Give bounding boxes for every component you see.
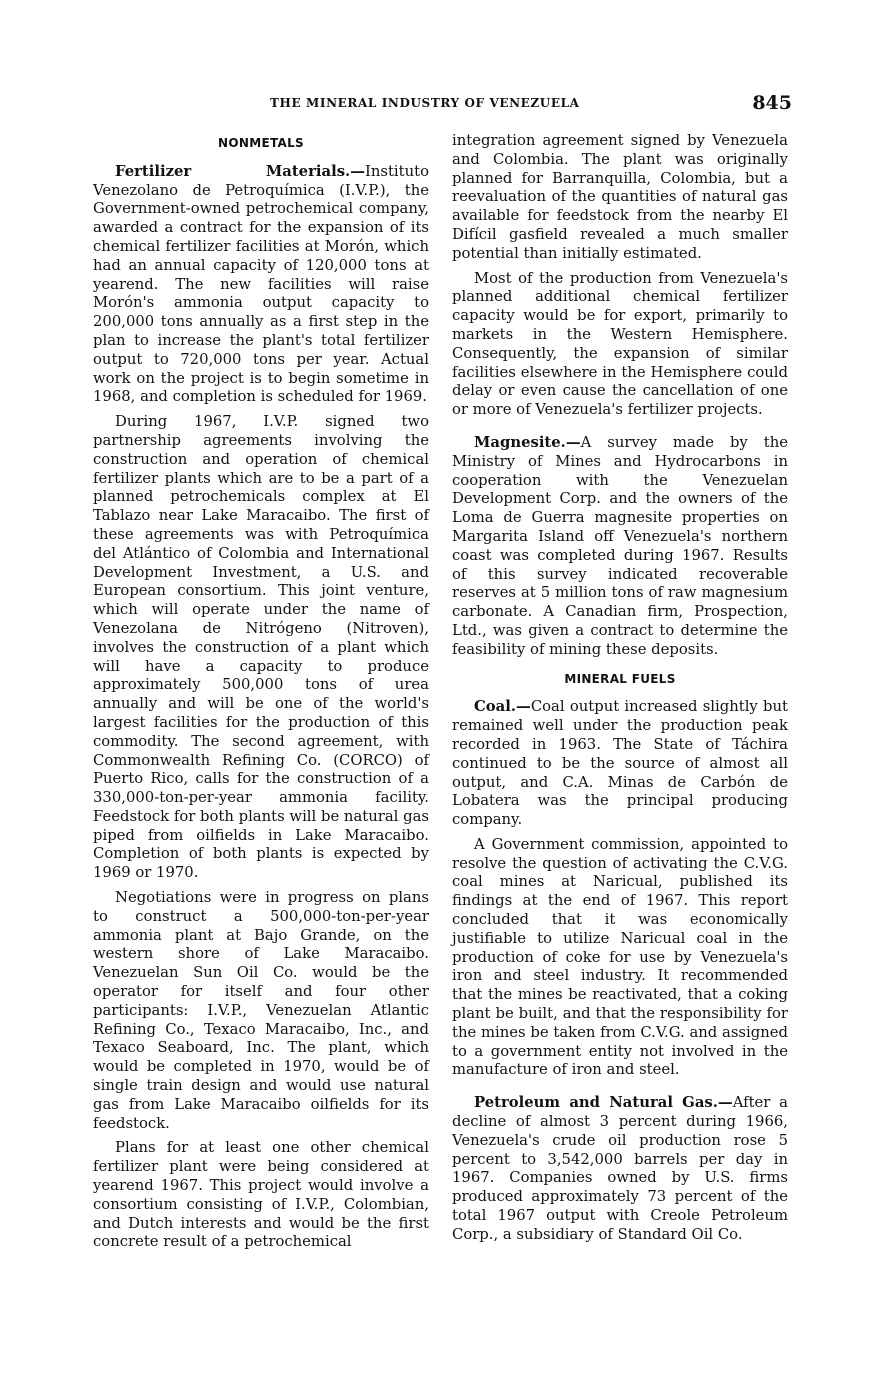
paragraph-other-plans: Plans for at least one other chemical fertilizer plant were being considered at yearend 1967. This project would involve a consortium consisting of I.V.P., Colombian, and Dutch interests and would be the first concrete result of a petrochemical	[93, 1139, 429, 1251]
paragraph-coal-commission: A Government commission, appointed to resolve the question of activating the C.V.G. coal mines at Naricual, published its findings at the end of 1967. This report concluded that it was economically justifiable to utilize Naricual coal in the production of coke for use by Venezuela's iron and steel industry. It recommended that the mines be reactivated, that a coking plant be built, and that the responsibility for the mines be taken from C.V.G. and assigned to a government entity not involved in the manufacture of iron and steel.	[452, 835, 788, 1079]
run-in-heading-coal: Coal.—	[474, 698, 531, 716]
section-heading-mineral-fuels: MINERAL FUELS	[564, 671, 676, 686]
paragraph-text: A survey made by the Ministry of Mines and Hydrocarbons in cooperation with the Venezuelan Development Corp. and the owners of the Loma de Guerra magnesite properties on Margarita Island off Venezuela's northern coast was completed during 1967. Results of this survey indicated recoverable reserves at 5 million tons of raw magnesium carbonate. A Canadian firm, Prospection, Ltd., was given a contract to determine the feasibility of mining these deposits.	[452, 433, 788, 658]
paragraph-magnesite	[452, 434, 788, 660]
paragraph-continuation: integration agreement signed by Venezuela and Colombia. The plant was originally planned for Barranquilla, Colombia, but a reevaluation of the quantities of natural gas available for feedstock from the nearby El Difícil gasfield revealed a much smaller potential than initially estimated.	[452, 132, 788, 262]
section-heading-nonmetals: NONMETALS	[218, 136, 304, 150]
left-column	[93, 132, 429, 1258]
running-head: THE MINERAL INDUSTRY OF VENEZUELA	[270, 96, 580, 110]
run-in-heading-petroleum: Petroleum and Natural Gas.—	[474, 1094, 733, 1112]
paragraph-text: Instituto Venezolano de Petroquímica (I.V.P.), the Government-owned petrochemical company, awarded a contract for the expansion of its chemical fertilizer facilities at Morón, which had an annual capacity of 120,000 tons at yearend. The new facilities will raise Morón's ammonia output capacity to 200,000 tons annually as a first step in the plan to increase the plant's total fertilizer output to 720,000 tons per year. Actual work on the project is to begin sometime in 1968, and completion is scheduled for 1969.	[93, 162, 429, 406]
run-in-heading-magnesite: Magnesite.—	[474, 433, 581, 451]
paragraph-text: Coal output increased slightly but remained well under the production peak recorded in 1963. The State of Táchira continued to be the source of almost all output, and C.A. Minas de Carbón de Lobatera was the principal producing company.	[452, 698, 788, 829]
page-header	[270, 92, 792, 118]
paragraph-coal	[452, 698, 788, 830]
paragraph-export: Most of the production from Venezuela's planned additional chemical fertilizer capacity would be for export, primarily to markets in the Western Hemisphere. Consequently, the expansion of similar facilities elsewhere in the Hemisphere could delay or even cause the cancellation of one or more of Venezuela's fertilizer projects.	[452, 269, 788, 419]
right-column	[452, 132, 788, 1251]
run-in-heading-fertilizer: Fertilizer Materials.—	[115, 162, 366, 180]
paragraph-petroleum	[452, 1094, 788, 1244]
paragraph-text: After a decline of almost 3 percent during 1966, Venezuela's crude oil production rose 5 percent to 3,542,000 barrels per day in 1967. Companies owned by U.S. firms produced approximately 73 percent of the total 1967 output with Creole Petroleum Corp., a subsidiary of Standard Oil Co.	[452, 1094, 788, 1243]
page-number: 845	[752, 92, 792, 114]
paragraph-el-tablazo: During 1967, I.V.P. signed two partnership agreements involving the construction and operation of chemical fertilizer plants which are to be a part of a planned petrochemicals complex at El Tablazo near Lake Maracaibo. The first of these agreements was with Petroquímica del Atlántico of Colombia and International Development Investment, a U.S. and European consortium. This joint venture, which will operate under the name of Venezolana de Nitrógeno (Nitroven), involves the construction of a plant which will have a capacity to produce approximately 500,000 tons of urea annually and will be one of the world's largest facilities for the production of this commodity. The second agreement, with Commonwealth Refining Co. (CORCO) of Puerto Rico, calls for the construction of a 330,000-ton-per-year ammonia facility. Feedstock for both plants will be natural gas piped from oilfields in Lake Maracaibo. Completion of both plants is expected by 1969 or 1970.	[93, 413, 429, 882]
paragraph-fertilizer-intro	[93, 163, 429, 407]
paragraph-bajo-grande: Negotiations were in progress on plans to construct a 500,000-ton-per-year ammonia plant at Bajo Grande, on the western shore of Lake Maracaibo. Venezuelan Sun Oil Co. would be the operator for itself and four other participants: I.V.P., Venezuelan Atlantic Refining Co., Texaco Maracaibo, Inc., and Texaco Seaboard, Inc. The plant, which would be completed in 1970, would be of single train design and would use natural gas from Lake Maracaibo oilfields for its feedstock.	[93, 889, 429, 1132]
